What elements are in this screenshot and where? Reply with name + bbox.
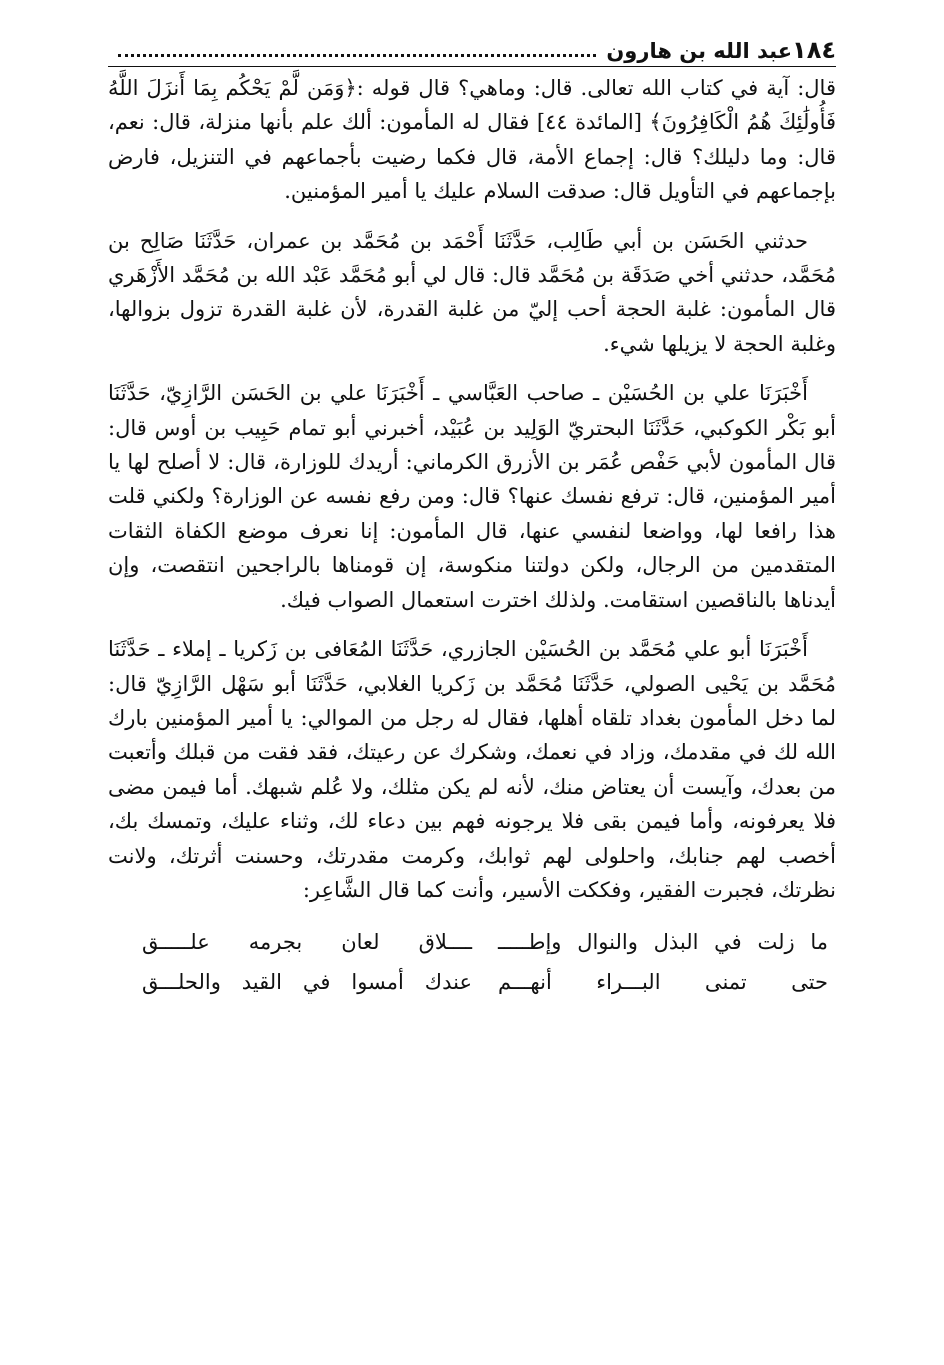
running-title: عبد الله بن هارون bbox=[606, 39, 793, 63]
verse-second-hemistich: ــــلاق لعان بجرمه علـــــق bbox=[142, 930, 472, 955]
paragraph-1: قال: آية في كتاب الله تعالى. قال: وماهي؟ قال قوله :﴿وَمَن لَّمْ يَحْكُم بِمَا أَنزَلَ اللَّهُ فَأُولَٰئِكَ هُمُ الْكَافِرُونَ﴾ [المائدة ٤٤] فقال له المأمون: ألك علم بأنها منزلة، قال: نعم، قال: وما دليلك؟ قال: إجماع الأمة، قال فكما رضيت بأجماعهم في التنزيل، فارض بإجماعهم في التأويل قال: صدقت السلام عليك يا أمير المؤمنين. bbox=[108, 76, 837, 204]
verse-second-hemistich: عندك أمسوا في القيد والحلـــق bbox=[142, 970, 472, 995]
page-header bbox=[108, 32, 836, 67]
poem bbox=[108, 922, 836, 1002]
poem-verse bbox=[108, 922, 836, 962]
poem-verse bbox=[108, 962, 836, 1002]
verse-first-hemistich: حتى تمنى البـــراء أنهـــم bbox=[498, 970, 828, 995]
header-dotted-leader bbox=[118, 54, 596, 57]
book-page bbox=[108, 32, 836, 1002]
page-number: ١٨٤ bbox=[792, 36, 836, 64]
paragraph-4: أَخْبَرَنَا أبو علي مُحَمَّد بن الحُسَيْن الجازري، حَدَّثَنَا المُعَافى بن زَكريا ـ إملاء ـ حَدَّثَنَا مُحَمَّد بن يَحْيى الصولي، حَدَّثَنَا مُحَمَّد بن زَكريا الغلابي، حَدَّثَنَا أبو سَهْل الرَّازِيّ قال: لما دخل المأمون بغداد تلقاه أهلها، فقال له رجل من الموالي: يا أمير المؤمنين بارك الله لك في مقدمك، وزاد في نعمك، وشكرك عن رعيتك، فقد فقت من قبلك وأتعبت من بعدك، وآيست أن يعتاض منك، لأنه لم يكن مثلك، ولا عُلم شبهك. أما فيمن مضى فلا يعرفونه، وأما فيمن بقى فلا يرجونه فهم بين دعاء لك، وثناء عليك، وتمسك بك، أخصب لهم جنابك، واحلولى لهم ثوابك، وكرمت مقدرتك، وحسنت أثرتك، ولانت نظرتك، فجبرت الفقير، وفككت الأسير، وأنت كما قال الشَّاعِر: bbox=[108, 637, 836, 902]
body-text bbox=[108, 71, 836, 907]
paragraph-2: حدثني الحَسَن بن أبي طَالِب، حَدَّثَنَا أَحْمَد بن مُحَمَّد بن عمران، حَدَّثَنَا صَالِح بن مُحَمَّد، حدثني أخي صَدَقَة بن مُحَمَّد قال: قال لي أبو مُحَمَّد عَبْد الله بن مُحَمَّد الأَزْهَري قال المأمون: غلبة الحجة أحب إليّ من غلبة القدرة، لأن غلبة القدرة تزول بزوالها، وغلبة الحجة لا يزيلها شيء. bbox=[108, 228, 836, 356]
paragraph-3: أَخْبَرَنَا علي بن الحُسَيْن ـ صاحب العَبَّاسي ـ أَخْبَرَنَا علي بن الحَسَن الرَّازِيّ، حَدَّثَنَا أبو بَكْر الكوكبي، حَدَّثَنَا البحتريّ الوَلِيد بن عُبَيْد، أخبرني أبو تمام حَبِيب بن أوس قال: قال المأمون لأبي حَفْص عُمَر بن الأزرق الكرماني: أريدك للوزارة، قال: لا أصلح لها يا أمير المؤمنين، قال: ترفع نفسك عنها؟ قال: ومن رفع نفسه عن الوزارة؟ ولكني قلت هذا رافعا لها، وواضعا لنفسي عنها، قال المأمون: إنا نعرف موضع الكفاة الثقات المتقدمين من الرجال، ولكن دولتنا منكوسة، إن قومناها بالراجحين انتقصت، وإن أيدناها بالناقصين استقامت. ولذلك اخترت استعمال الصواب فيك. bbox=[108, 381, 836, 612]
verse-first-hemistich: ما زلت في البذل والنوال وإطـــــ bbox=[498, 930, 828, 955]
